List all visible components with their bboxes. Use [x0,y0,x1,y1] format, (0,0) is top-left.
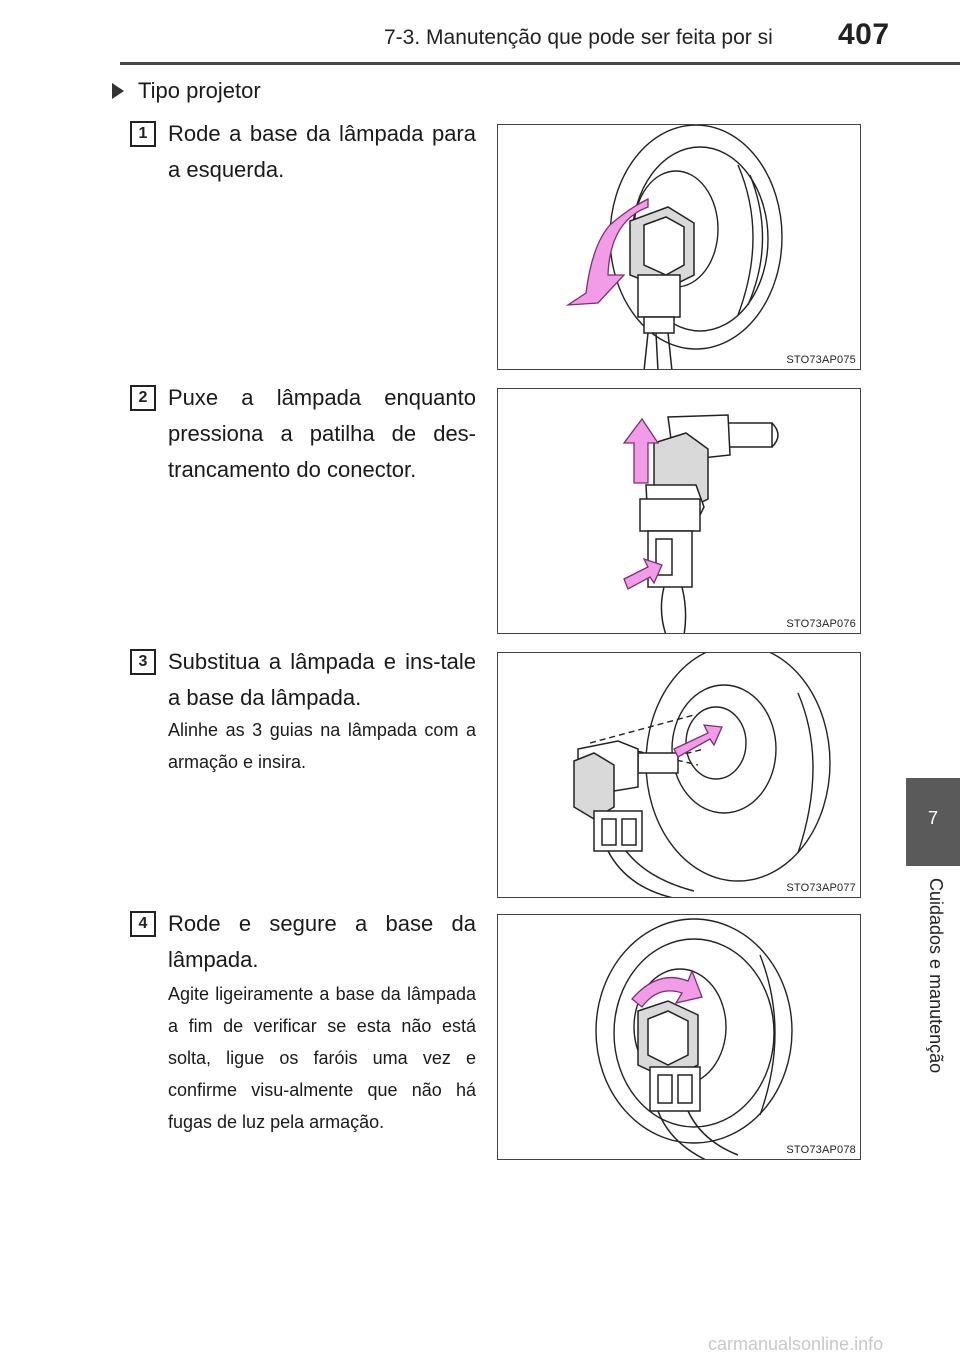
step-number-3: 3 [130,649,156,675]
header-rule [120,62,960,65]
chapter-tab [906,778,960,866]
figure-1-code: STO73AP075 [786,354,856,366]
figure-4-drawing [498,915,861,1160]
figure-1-drawing [498,125,861,370]
chapter-tab-label: Cuidados e manutenção [926,878,946,1074]
step-1-text: Rode a base da lâmpada para a esquerda. [168,121,476,182]
figure-2-drawing [498,389,861,634]
step-number-2: 2 [130,385,156,411]
figure-4-code: STO73AP078 [786,1144,856,1156]
figure-3-drawing [498,653,861,898]
step-number-1: 1 [130,121,156,147]
figure-step-1 [497,124,861,370]
running-header: 7-3. Manutenção que pode ser feita por si [384,26,773,49]
page-number: 407 [838,18,890,51]
watermark: carmanualsonline.info [708,1334,884,1354]
step-3-text: Substitua a lâmpada e ins-tale a base da lâmpada. [168,649,476,710]
figure-3-code: STO73AP077 [786,882,856,894]
step-number-4: 4 [130,911,156,937]
section-heading-text: Tipo projetor [138,78,261,103]
figure-step-3 [497,652,861,898]
step-3-note: Alinhe as 3 guias na lâmpada com a armação e insira. [168,720,476,772]
triangle-bullet-icon [112,83,124,99]
step-4-text: Rode e segure a base da lâmpada. [168,911,476,972]
chapter-tab-number: 7 [927,808,938,828]
section-heading [112,78,261,104]
step-4-note: Agite ligeiramente a base da lâmpada a fim de verificar se esta não está solta, ligue os faróis uma vez e confirme visu-almente que não há fugas de luz pela armação. [168,984,476,1132]
figure-step-4 [497,914,861,1160]
step-2-text: Puxe a lâmpada enquanto pressiona a patilha de des-trancamento do conector. [168,385,476,482]
figure-step-2 [497,388,861,634]
figure-2-code: STO73AP076 [786,618,856,630]
